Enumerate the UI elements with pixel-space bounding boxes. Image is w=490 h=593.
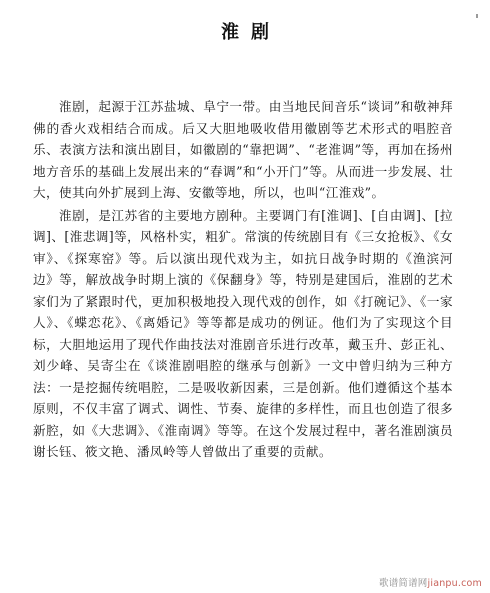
page-title: 淮剧	[221, 22, 281, 43]
watermark-site-name: 歌谱简谱网	[379, 578, 428, 589]
watermark-url: jianpu.com	[427, 578, 482, 589]
paragraph-origin: 淮剧，起源于江苏盐城、阜宁一带。由当地民间音乐“谈词”和敬神拜佛的香火戏相结合而成。后又大胆地吸收借用徽剧等艺术形式的唱腔音乐、表演方法和演出剧目，如徽剧的“靠把调”、“老淮调”等，再加在扬州地方音乐的基础上发展出来的“春调”和“小开门”等。从而进一步发展、壮大，使其向外扩展到上海、安徽等地，所以，也叫“江淮戏”。	[33, 99, 453, 200]
article-body	[33, 96, 453, 463]
paragraph-development: 淮剧，是江苏省的主要地方剧种。主要调门有[淮调]、[自由调]、[拉调]、[淮悲调]等，风格朴实，粗犷。常演的传统剧目有《三女抢板》、《女审》、《探寒窑》等。后以演出现代戏为主，如抗日战争时期的《渔滨河边》等，解放战争时期上演的《保翻身》等，特别是建国后，淮剧的艺术家们为了紧跟时代，更加积极地投入现代戏的创作，如《打碗记》、《一家人》、《蝶恋花》、《离婚记》等等都是成功的例证。他们为了实现这个目标，大胆地运用了现代作曲技法对淮剧音乐进行改革，戴玉升、彭正礼、刘少峰、吴寄尘在《谈淮剧唱腔的继承与创新》一文中曾归纳为三种方法：一是挖掘传统唱腔，二是吸收新因素，三是创新。他们遵循这个基本原则，不仅丰富了调式、调性、节奏、旋律的多样性，而且也创造了很多新腔，如《大悲调》、《淮南调》等等。在这个发展过程中，著名淮剧演员谢长钰、筱文艳、潘凤岭等人曾做出了重要的贡献。	[33, 207, 453, 459]
site-watermark	[379, 575, 482, 589]
